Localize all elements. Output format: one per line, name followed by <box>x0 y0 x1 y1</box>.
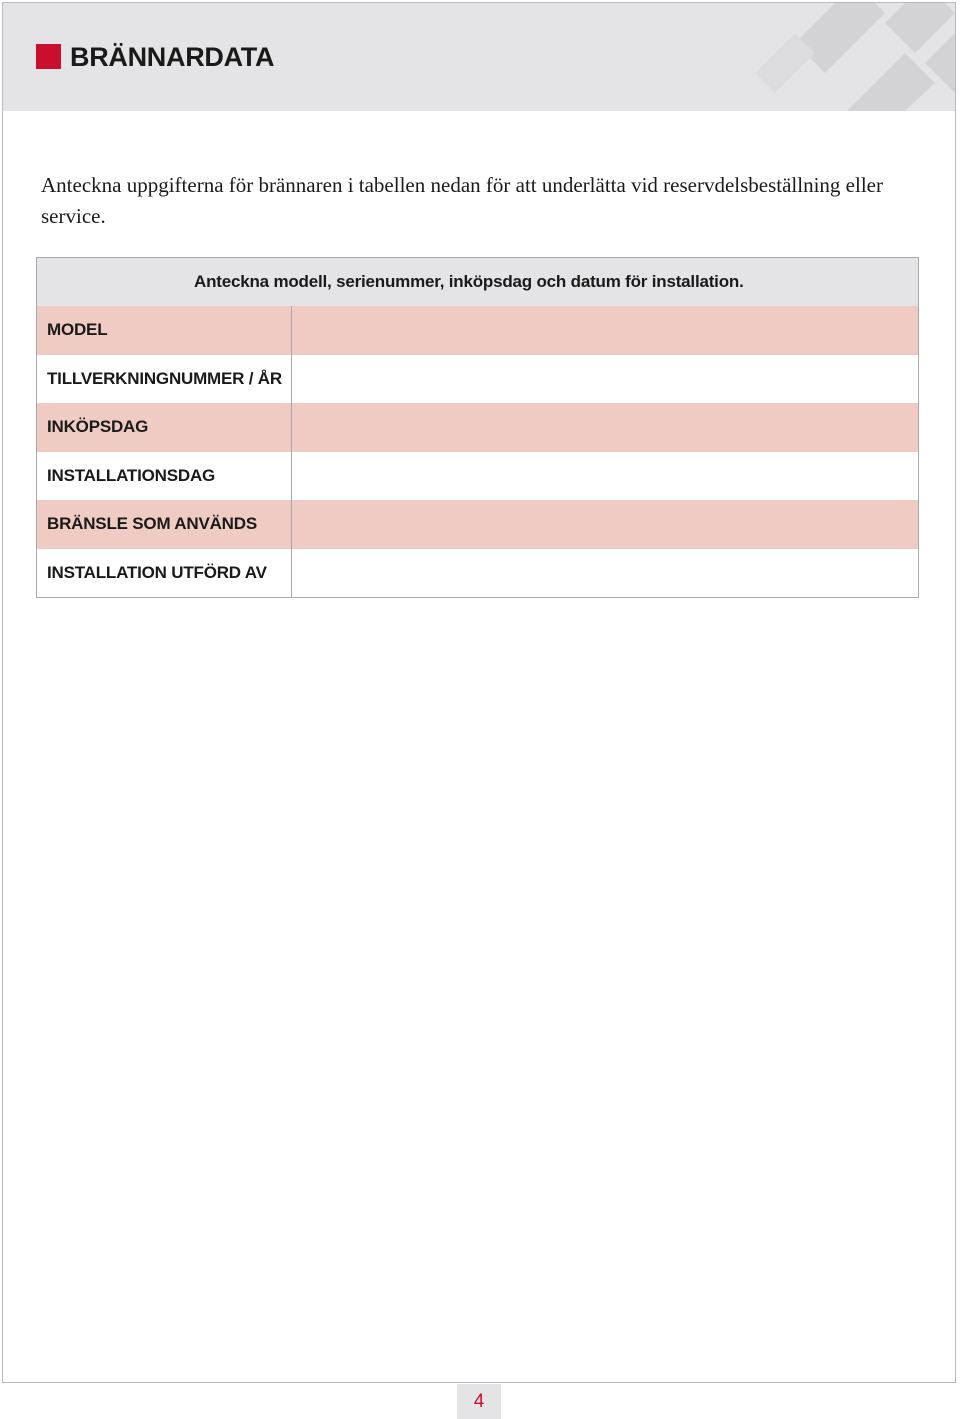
title-marker-icon <box>36 44 61 69</box>
row-value-field[interactable] <box>292 355 918 404</box>
table-row-purchase-date <box>37 403 918 452</box>
table-header-text: Anteckna modell, serienummer, inköpsdag och datum för installation. <box>194 272 744 291</box>
table-row-serial <box>37 355 918 404</box>
table-row-fuel <box>37 500 918 549</box>
row-value-field[interactable] <box>292 306 918 355</box>
row-value-field[interactable] <box>292 403 918 452</box>
row-label: MODEL <box>37 306 292 355</box>
table-row-installer <box>37 549 918 598</box>
row-label: INKÖPSDAG <box>37 403 292 452</box>
table-header <box>37 258 918 306</box>
row-value-field[interactable] <box>292 500 918 549</box>
table-row-model <box>37 306 918 355</box>
row-value-field[interactable] <box>292 452 918 501</box>
row-label: INSTALLATIONSDAG <box>37 452 292 501</box>
row-label: TILLVERKNINGNUMMER / ÅR <box>37 355 292 404</box>
decorative-pattern-icon <box>735 3 955 111</box>
page-title: BRÄNNARDATA <box>70 42 275 72</box>
row-value-field[interactable] <box>292 549 918 598</box>
intro-paragraph: Anteckna uppgifterna för brännaren i tabellen nedan för att underlätta vid reservdelsbeställning eller service. <box>41 173 883 228</box>
burner-data-table <box>36 257 919 598</box>
row-label: INSTALLATION UTFÖRD AV <box>37 549 292 598</box>
table-row-installation-date <box>37 452 918 501</box>
row-label: BRÄNSLE SOM ANVÄNDS <box>37 500 292 549</box>
page-number: 4 <box>457 1384 501 1419</box>
